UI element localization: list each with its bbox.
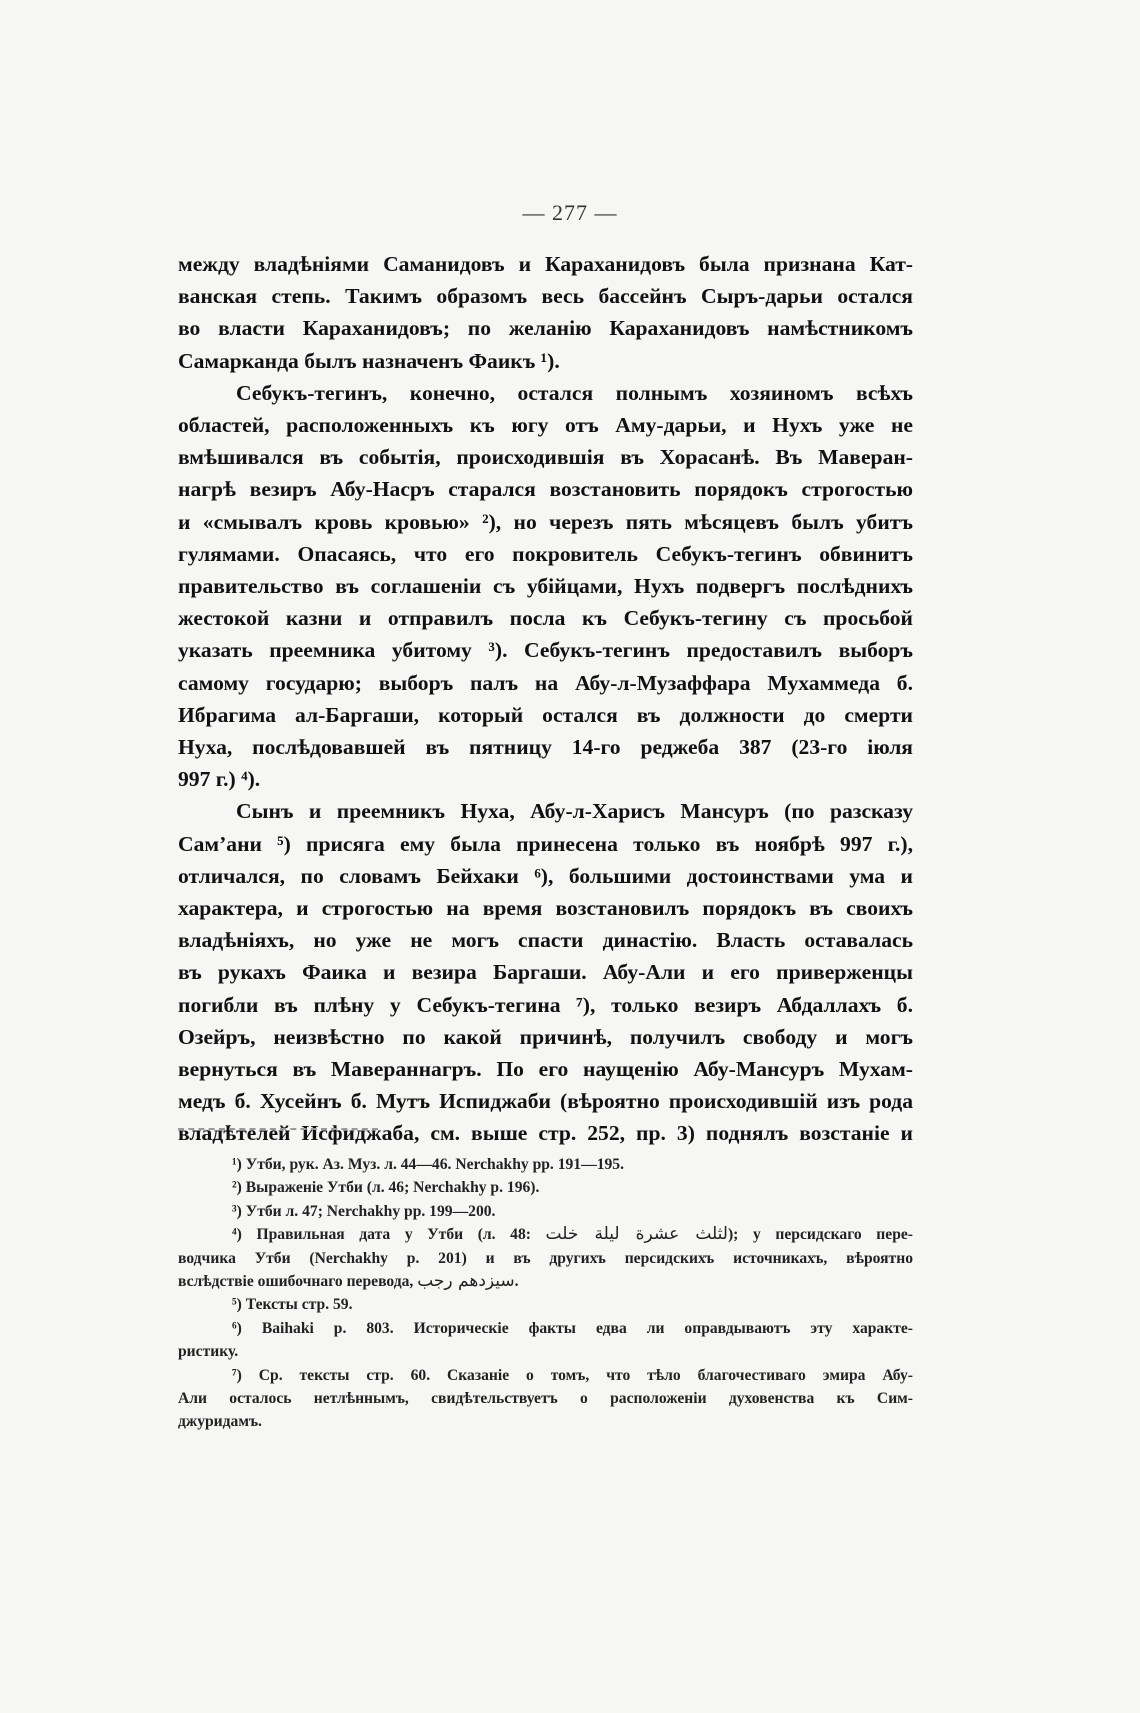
footnote-text: вслѣдствіе ошибочнаго перевода, — [178, 1273, 414, 1291]
text-line: Нуха, послѣдовавшей въ пятницу 14-го реджеба 387 (23-го іюля — [178, 735, 913, 760]
text-line: во власти Караханидовъ; по желанію Караханидовъ намѣстникомъ — [178, 316, 913, 341]
text-line: Себукъ-тегинъ, конечно, остался полнымъ хозяиномъ всѣхъ — [236, 380, 913, 405]
footnote-text: ⁴) Правильная дата у Утби (л. 48: — [232, 1226, 531, 1244]
arabic-date-text: لثلث عشرة ليلة خلت — [545, 1224, 728, 1245]
footnote-text: ); у персидскаго пере- — [727, 1226, 913, 1244]
footnote-5: ⁵) Тексты стр. 59. — [232, 1296, 353, 1314]
footnote-line: ⁶) Baihaki p. 803. Историческіе факты едва ли оправдываютъ эту характе- — [232, 1319, 913, 1337]
text-line: нагрѣ везиръ Абу-Насръ старался возстановить порядокъ строгостью — [178, 477, 913, 502]
text-line: владѣтелей Исфиджаба, см. выше стр. 252, пр. 3) поднялъ возстаніе и — [178, 1121, 913, 1146]
footnote-line — [178, 1223, 913, 1246]
text-line: вернуться въ Мавераннагръ. По его наущенію Абу-Мансуръ Мухам- — [178, 1057, 913, 1082]
footnote-line: водчика Утби (Nerchakhy p. 201) и въ другихъ персидскихъ источникахъ, вѣроятно — [178, 1249, 913, 1267]
text-line: въ рукахъ Фаика и везира Баргаши. Абу-Али и его приверженцы — [178, 960, 913, 985]
footnote-text: . — [514, 1273, 519, 1291]
text-line: и «смывалъ кровь кровью» ²), но черезъ пять мѣсяцевъ былъ убитъ — [178, 509, 913, 534]
main-text — [178, 248, 913, 1150]
footnote-line — [178, 1270, 913, 1293]
text-line: гулямами. Опасаясь, что его покровитель Себукъ-тегинъ обвинитъ — [178, 541, 913, 566]
footnote-line: ⁷) Ср. тексты стр. 60. Сказаніе о томъ, что тѣло благочестиваго эмира Абу- — [232, 1366, 913, 1384]
paragraph-2 — [178, 377, 913, 796]
text-line: Самʼани ⁵) присяга ему была принесена только въ ноябрѣ 997 г.), — [178, 831, 913, 856]
paragraph-3 — [178, 795, 913, 1149]
text-line: указать преемника убитому ³). Себукъ-тегинъ предоставилъ выборъ — [178, 638, 913, 663]
footnote-6 — [178, 1317, 913, 1364]
text-line: Ибрагима ал-Баргаши, который остался въ должности до смерти — [178, 702, 913, 727]
text-line: вмѣшивался въ событія, происходившія въ Хорасанѣ. Въ Маверан- — [178, 445, 913, 470]
footnote-line: джуридамъ. — [178, 1413, 262, 1431]
page-number: — 277 — — [522, 200, 618, 225]
footnote-3: ³) Утби л. 47; Nerchakhy pp. 199—200. — [232, 1202, 496, 1220]
footnotes — [178, 1153, 913, 1434]
footnote-1: ¹) Утби, рук. Аз. Муз. л. 44—46. Nerchakhy pp. 191—195. — [232, 1156, 624, 1173]
text-line: областей, расположенныхъ къ югу отъ Аму-дарьи, и Нухъ уже не — [178, 413, 913, 438]
text-line: медъ б. Хусейнъ б. Мутъ Испиджаби (вѣроятно происходившій изъ рода — [178, 1089, 913, 1114]
footnote-line: ристику. — [178, 1343, 239, 1361]
footnote-2: ²) Выраженіе Утби (л. 46; Nerchakhy p. 196). — [232, 1179, 540, 1197]
footnote-line: Али осталось нетлѣннымъ, свидѣтельствуетъ о расположеніи духовенства къ Сим- — [178, 1390, 913, 1408]
text-line: Сынъ и преемникъ Нуха, Абу-л-Харисъ Мансуръ (по разсказу — [236, 799, 913, 824]
text-line: отличался, по словамъ Бейхаки ⁶), большими достоинствами ума и — [178, 863, 913, 888]
persian-date-text: سيزدهم رجب — [417, 1271, 515, 1292]
text-line: между владѣніями Саманидовъ и Караханидовъ была признана Кат- — [178, 252, 913, 276]
text-line: правительство въ соглашеніи съ убійцами, Нухъ подвергъ послѣднихъ — [178, 574, 913, 599]
text-line: характера, и строгостью на время возстановилъ порядокъ въ своихъ — [178, 896, 913, 921]
footnote-4 — [178, 1223, 913, 1293]
text-line: жестокой казни и отправилъ посла къ Себукъ-тегину съ просьбой — [178, 606, 913, 631]
paragraph-1 — [178, 248, 913, 377]
text-line: ванская степь. Такимъ образомъ весь бассейнъ Сыръ-дарьи остался — [178, 284, 913, 309]
footnote-separator — [178, 1128, 378, 1130]
footnote-7 — [178, 1364, 913, 1434]
text-line: 997 г.) ⁴). — [178, 767, 261, 792]
text-line: владѣніяхъ, но уже не могъ спасти династію. Власть оставалась — [178, 928, 913, 953]
text-line: Озейръ, неизвѣстно по какой причинѣ, получилъ свободу и могъ — [178, 1024, 913, 1049]
text-line: самому государю; выборъ палъ на Абу-л-Музаффара Мухаммеда б. — [178, 670, 913, 695]
text-line: погибли въ плѣну у Себукъ-тегина ⁷), только везиръ Абдаллахъ б. — [178, 992, 913, 1017]
text-line: Самарканда былъ назначенъ Фаикъ ¹). — [178, 348, 560, 373]
